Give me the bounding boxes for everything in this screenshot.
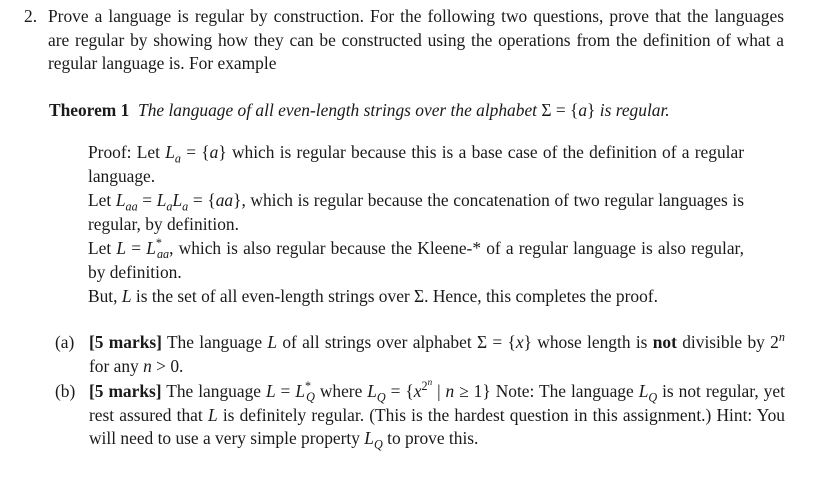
proof-line-3: [88, 237, 744, 284]
theorem: [49, 99, 789, 123]
math-la: $L_a = \{a\}$: [165, 142, 227, 166]
math-l-star: $L = L^*_{aa}$: [116, 236, 170, 262]
part-text: divisible by: [682, 332, 765, 352]
part-text: The language: [166, 332, 263, 352]
part-text: whose length is: [537, 332, 648, 352]
part-b: [55, 377, 786, 452]
question-parts: [55, 331, 785, 453]
math-l: L: [267, 332, 278, 352]
bold-not: not: [652, 332, 677, 352]
part-label: (a): [55, 332, 75, 352]
part-text: The language: [166, 381, 261, 401]
question-intro: [24, 5, 784, 76]
proof-line-4: [88, 285, 744, 309]
math-laa: $L_{aa} = L_aL_a = \{aa\}$: [115, 190, 242, 214]
math-l-lq-star: $L = L^*_Q$: [265, 379, 315, 405]
proof-line-2: [88, 189, 744, 236]
math-alphabet: Σ = {a}: [541, 100, 596, 120]
proof-text: But,: [88, 286, 118, 306]
math-n-gt-0: n > 0.: [143, 355, 184, 376]
proof-line-1: [88, 141, 744, 188]
part-text: where: [319, 381, 363, 401]
math-l: L: [121, 286, 132, 306]
question-number: 2.: [24, 6, 38, 26]
proof-text: , which is also regular because the Kleene-* of a regular language is also regular, by definition.: [88, 238, 744, 282]
part-label: (b): [55, 381, 76, 401]
question-text: Prove a language is regular by construction. For the following two questions, prove that the languages are regular by showing how they can be constructed using the operations from the definition of what a regular language is. For example: [48, 6, 784, 73]
theorem-label: Theorem 1: [49, 100, 130, 120]
proof-text: is the set of all even-length strings over Σ. Hence, this completes the proof.: [135, 286, 658, 306]
proof: [88, 141, 744, 310]
marks: [5 marks]: [89, 332, 162, 352]
part-text: is definitely regular. (This is the hardest question in this assignment.) Hint: You will need to use a very simple property: [89, 404, 786, 448]
proof-text: Let: [88, 238, 112, 258]
part-a: [55, 331, 785, 378]
marks: [5 marks]: [89, 381, 162, 401]
proof-text: which is regular because this is a base case of the definition of a regular language.: [88, 142, 744, 186]
proof-text: Proof: Let: [88, 142, 160, 162]
theorem-text-2: is regular.: [599, 100, 670, 120]
proof-text: Let: [88, 190, 112, 210]
math-lq-def: $L_Q = \{x^{2^n}$ | n ≥ 1}: [367, 377, 491, 405]
part-text: is not regular, yet rest assured that: [89, 381, 785, 425]
part-text: for any: [89, 355, 139, 376]
math-lq: $L_Q$: [638, 381, 658, 405]
math-lq: $L_Q$: [364, 428, 383, 452]
proof-text: , which is regular because the concatenation of two regular languages is regular, by definition.: [88, 190, 744, 234]
theorem-text-1: The language of all even-length strings over the alphabet: [138, 100, 537, 120]
math-2n: 2$^n$: [770, 330, 785, 352]
math-l: L: [207, 404, 218, 425]
part-text: Note: The language: [495, 381, 634, 401]
math-alphabet-x: Σ = {x}: [476, 332, 532, 352]
part-text: to prove this.: [387, 428, 479, 448]
part-text: of all strings over alphabet: [282, 332, 472, 352]
